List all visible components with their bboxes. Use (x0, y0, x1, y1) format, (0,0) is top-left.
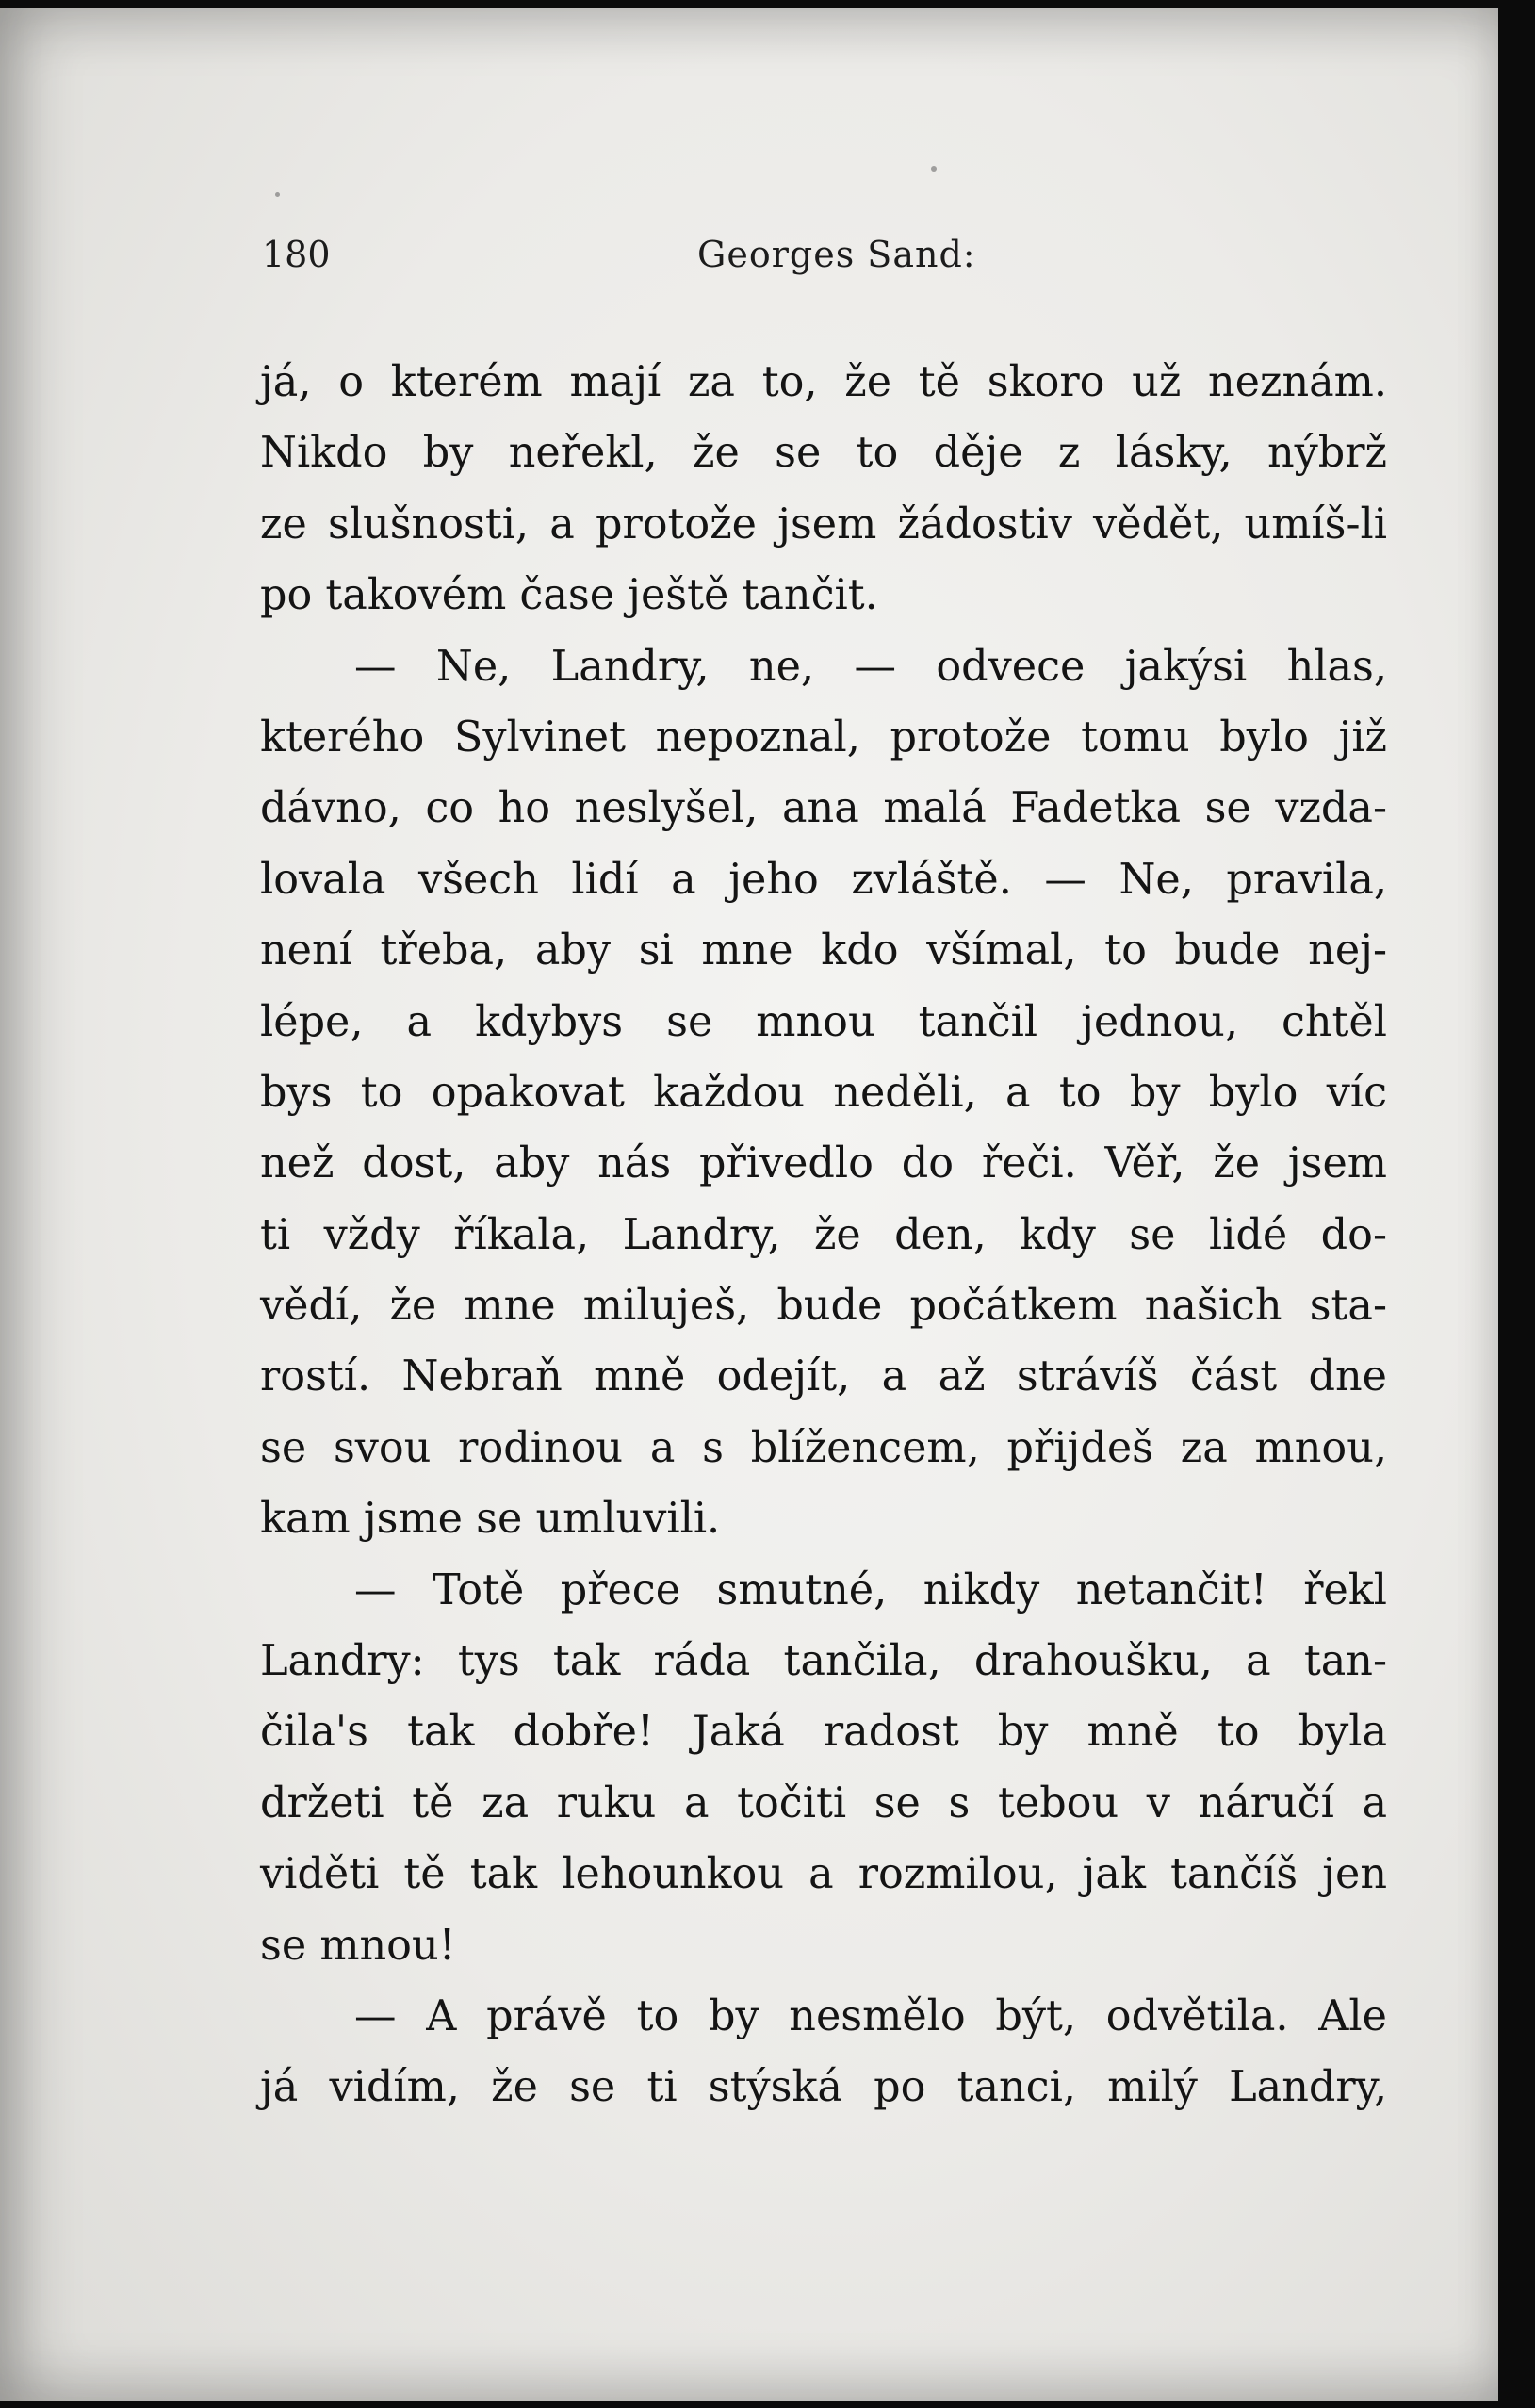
text-line: lépe, a kdybys se mnou tančil jednou, chtěl (260, 997, 1387, 1046)
text-line: se mnou! (260, 1921, 456, 1970)
text-line: Nikdo by neřekl, že se to děje z lásky, nýbrž (260, 429, 1387, 478)
text-line: držeti tě za ruku a točiti se s tebou v náručí a (260, 1778, 1387, 1827)
text-line: kterého Sylvinet nepoznal, protože tomu bylo již (260, 713, 1387, 762)
page-number: 180 (262, 234, 331, 275)
text-line: čila's tak dobře! Jaká radost by mně to byla (260, 1708, 1387, 1757)
text-line: dávno, co ho neslyšel, ana malá Fadetka se vzda- (260, 784, 1387, 833)
text-line: Landry: tys tak ráda tančila, drahoušku, a tan- (260, 1637, 1387, 1686)
body-text (260, 347, 1387, 2123)
text-line: vědí, že mne miluješ, bude počátkem našich sta- (260, 1282, 1387, 1331)
running-title: Georges Sand: (697, 234, 976, 275)
text-line: ti vždy říkala, Landry, že den, kdy se lidé do- (260, 1210, 1387, 1259)
text-line: než dost, aby nás přivedlo do řeči. Věř, že jsem (260, 1139, 1387, 1188)
text-line: bys to opakovat každou neděli, a to by bylo víc (260, 1068, 1387, 1117)
paper-speck (931, 166, 937, 172)
text-line: — Ne, Landry, ne, — odvece jakýsi hlas, (354, 642, 1387, 691)
text-line: — A právě to by nesmělo být, odvětila. Ale (354, 1991, 1387, 2040)
running-header (262, 234, 1383, 281)
text-line: kam jsme se umluvili. (260, 1495, 721, 1544)
text-line: já, o kterém mají za to, že tě skoro už neznám. (260, 358, 1387, 406)
text-line: není třeba, aby si mne kdo všímal, to bude nej- (260, 926, 1387, 975)
text-line: se svou rodinou a s blížencem, přijdeš za mnou, (260, 1423, 1387, 1472)
text-line: já vidím, že se ti stýská po tanci, milý Landry, (260, 2063, 1387, 2112)
text-line: po takovém čase ještě tančit. (260, 571, 878, 620)
text-line: — Totě přece smutné, nikdy netančit! řekl (354, 1565, 1387, 1614)
text-line: rostí. Nebraň mně odejít, a až strávíš část dne (260, 1352, 1387, 1401)
text-line: viděti tě tak lehounkou a rozmilou, jak tančíš jen (260, 1850, 1387, 1899)
text-line: lovala všech lidí a jeho zvláště. — Ne, pravila, (260, 855, 1387, 904)
text-line: ze slušnosti, a protože jsem žádostiv vědět, umíš-li (260, 500, 1387, 549)
book-page (0, 8, 1498, 2401)
paper-speck (275, 192, 280, 197)
